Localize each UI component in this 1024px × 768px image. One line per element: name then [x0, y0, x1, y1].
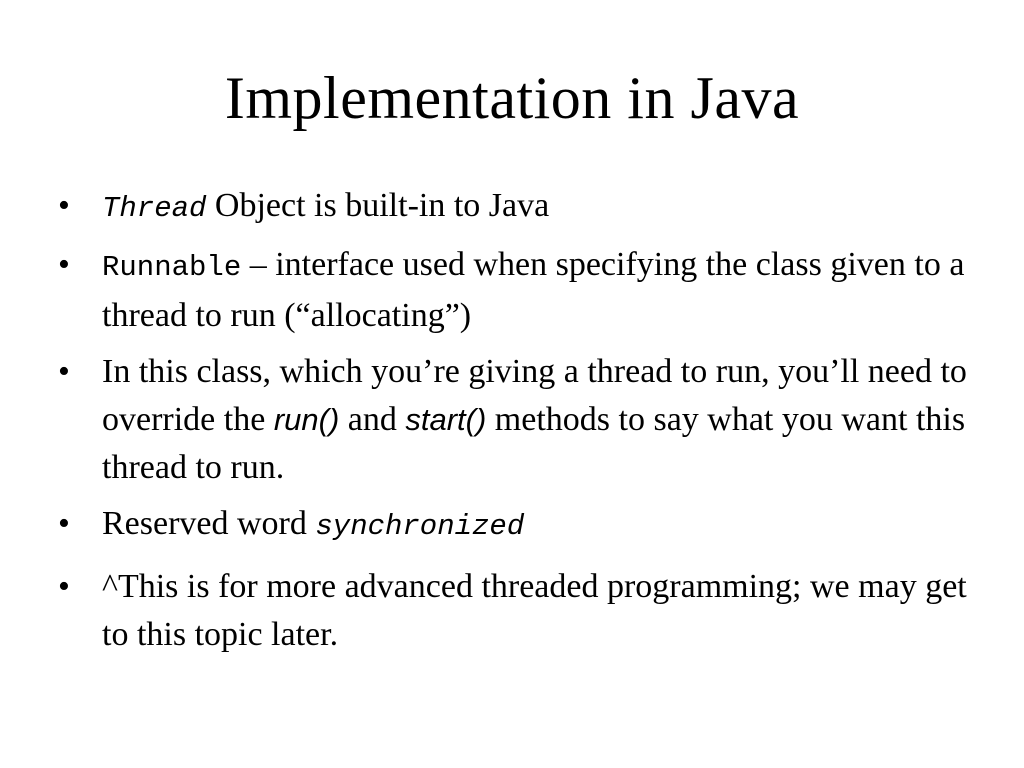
bullet-text: In this class, which you’re giving a thread to run, you’ll need to override the	[102, 353, 967, 438]
method-run: run()	[273, 402, 340, 437]
bullet-item-synchronized	[58, 500, 978, 551]
bullet-item-override	[58, 348, 978, 492]
code-thread: Thread	[102, 192, 207, 225]
bullet-marker: •	[58, 187, 70, 224]
bullet-text: – interface used when specifying the class given to a thread to run (“allocating”)	[102, 246, 965, 334]
bullet-marker: •	[58, 246, 70, 283]
bullet-text: ^This is for more advanced threaded programming; we may get to this topic later.	[102, 568, 967, 653]
code-synchronized: synchronized	[315, 510, 525, 543]
bullet-text: Object is built-in to Java	[206, 187, 550, 224]
bullet-text: Reserved word	[102, 505, 316, 542]
bullet-item-thread	[58, 182, 978, 233]
bullet-marker: •	[58, 353, 70, 390]
bullet-text: and	[339, 401, 406, 438]
code-runnable: Runnable	[102, 251, 242, 284]
bullet-item-advanced	[58, 563, 978, 659]
bullet-list	[58, 182, 978, 667]
bullet-text: methods to say what you want this thread to run.	[102, 401, 966, 486]
bullet-marker: •	[58, 505, 70, 542]
bullet-marker: •	[58, 568, 70, 605]
bullet-item-runnable	[58, 241, 978, 340]
slide-title: Implementation in Java	[224, 65, 800, 131]
method-start: start()	[405, 402, 487, 437]
